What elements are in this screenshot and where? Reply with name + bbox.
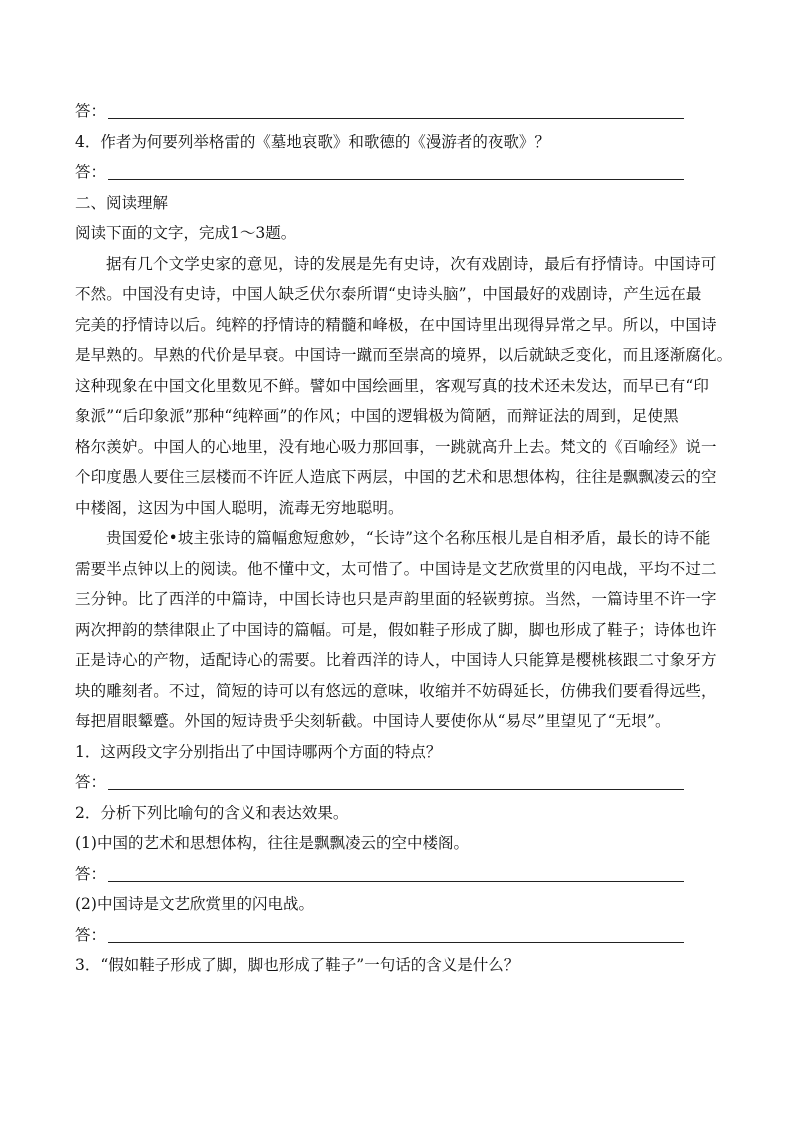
answer-label: 答： <box>75 102 107 120</box>
passage-line: 这种现象在中国文化里数见不鲜。譬如中国绘画里，客观写真的技术还未发达，而早已有“印 <box>75 376 710 395</box>
passage-paragraph-2 <box>75 523 723 737</box>
passage-line: 完美的抒情诗以后。纯粹的抒情诗的精髓和峰极，在中国诗里出现得异常之早。所以，中国诗 <box>75 315 717 334</box>
question-4: 4．作者为何要列举格雷的《墓地哀歌》和歌德的《漫游者的夜歌》？ <box>75 132 550 151</box>
answer-blank[interactable] <box>108 942 684 943</box>
passage-paragraph-1 <box>75 249 733 524</box>
question-1: 1．这两段文字分别指出了中国诗哪两个方面的特点？ <box>75 742 442 761</box>
answer-blank[interactable] <box>108 118 684 119</box>
answer-label: 答： <box>75 773 107 791</box>
answer-blank[interactable] <box>108 179 684 180</box>
answer-line-q2-1 <box>75 859 723 890</box>
passage-line: 格尔羡妒。中国人的心地里，没有地心吸力那回事，一跳就高升上去。梵文的《百喻经》说一 <box>75 437 717 456</box>
answer-label: 答： <box>75 163 107 181</box>
passage-line: 正是诗心的产物，适配诗心的需要。比着西洋的诗人，中国诗人只能算是樱桃核跟二寸象牙方 <box>75 651 717 669</box>
answer-line-prev <box>75 96 723 127</box>
answer-blank[interactable] <box>108 789 684 790</box>
passage-line: 不然。中国没有史诗，中国人缺乏伏尔泰所谓“史诗头脑”，中国最好的戏剧诗，产生远在最 <box>75 285 702 303</box>
answer-blank[interactable] <box>108 881 684 882</box>
passage-line: 据有几个文学史家的意见，诗的发展是先有史诗，次有戏剧诗，最后有抒情诗。中国诗可 <box>106 254 717 273</box>
answer-label: 答： <box>75 925 107 944</box>
answer-line-q2-2 <box>75 920 723 951</box>
section-heading-reading: 二、阅读理解 <box>75 193 169 212</box>
passage-line: 是早熟的。早熟的代价是早衰。中国诗一蹴而至崇高的境界，以后就缺乏变化，而且逐渐腐化。 <box>75 346 733 364</box>
passage-line: 贵国爱伦•坡主张诗的篇幅愈短愈妙，“长诗”这个名称压根儿是自相矛盾，最长的诗不能 <box>106 529 711 547</box>
passage-line: 每把眉眼颦蹙。外国的短诗贵乎尖刻斩截。中国诗人要使你从“易尽”里望见了“无垠”。 <box>75 712 671 730</box>
question-2-2: (2)中国诗是文艺欣赏里的闪电战。 <box>75 895 314 913</box>
passage-line: 中楼阁，这因为中国人聪明，流毒无穷地聪明。 <box>75 498 404 517</box>
passage-line: 块的雕刻者。不过，简短的诗可以有悠远的意味，收缩并不妨碍延长，仿佛我们要看得远些， <box>75 681 717 700</box>
question-2: 2．分析下列比喻句的含义和表达效果。 <box>75 803 349 822</box>
passage-line: 象派”“后印象派”那种“纯粹画”的作风；中国的逻辑极为简陋，而辩证法的周到，足使黑 <box>75 407 679 425</box>
passage-line: 个印度愚人要住三层楼而不许匠人造底下两层，中国的艺术和思想体构，往往是飘飘凌云的空 <box>75 468 717 486</box>
passage-line: 两次押韵的禁律限止了中国诗的篇幅。可是，假如鞋子形成了脚，脚也形成了鞋子；诗体也许 <box>75 620 717 639</box>
passage-line: 三分钟。比了西洋的中篇诗，中国长诗也只是声韵里面的轻嵚剪掠。当然，一篇诗里不许一字 <box>75 590 717 608</box>
question-2-1: (1)中国的艺术和思想体构，往往是飘飘凌云的空中楼阁。 <box>75 834 469 852</box>
answer-line-q1 <box>75 767 723 798</box>
worksheet-page <box>75 96 733 981</box>
reading-instruction: 阅读下面的文字，完成1～3题。 <box>75 224 297 242</box>
passage-line: 需要半点钟以上的阅读。他不懂中文，太可惜了。中国诗是文艺欣赏里的闪电战，平均不过二 <box>75 559 717 578</box>
answer-line-q4 <box>75 157 723 188</box>
answer-label: 答： <box>75 864 107 883</box>
question-3: 3．“假如鞋子形成了脚，脚也形成了鞋子”一句话的含义是什么？ <box>75 956 520 974</box>
